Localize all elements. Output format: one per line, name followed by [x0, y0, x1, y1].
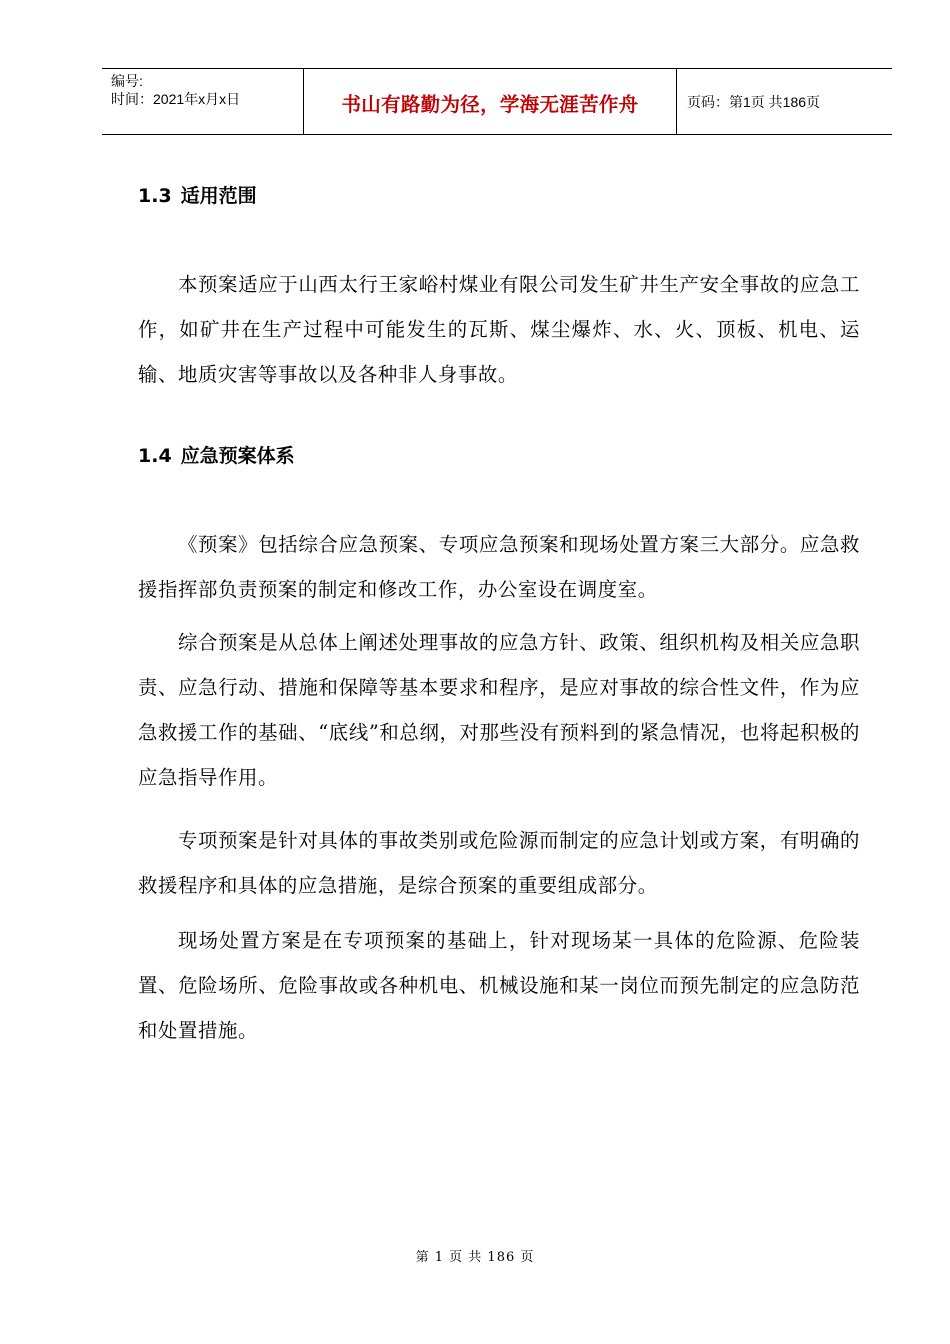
section-title: 应急预案体系	[180, 445, 295, 467]
section-number: 1.3	[138, 185, 172, 207]
paragraph-scope: 本预案适应于山西太行王家峪村煤业有限公司发生矿井生产安全事故的应急工作，如矿井在生产过程中可能发生的瓦斯、煤尘爆炸、水、火、顶板、机电、运输、地质灾害等事故以及各种非人身事故。	[138, 273, 860, 386]
paragraph-comprehensive-plan: 综合预案是从总体上阐述处理事故的应急方针、政策、组织机构及相关应急职责、应急行动、措施和保障等基本要求和程序，是应对事故的综合性文件，作为应急救援工作的基础、“底线”和总纲，对那些没有预料到的紧急情况，也将起积极的应急指导作用。	[138, 631, 860, 789]
header-page-info: 页码：第1页 共186页	[687, 93, 821, 110]
header-page-cell	[677, 69, 892, 134]
section-heading-1-4	[138, 441, 295, 468]
paragraph-onsite-plan: 现场处置方案是在专项预案的基础上，针对现场某一具体的危险源、危险装置、危险场所、危险事故或各种机电、机械设施和某一岗位而预先制定的应急防范和处置措施。	[138, 929, 860, 1042]
paragraph-plan-overview: 《预案》包括综合应急预案、专项应急预案和现场处置方案三大部分。应急救援指挥部负责预案的制定和修改工作，办公室设在调度室。	[138, 533, 860, 601]
document-number-label: 编号:	[111, 73, 143, 89]
section-title: 适用范围	[180, 185, 257, 207]
page-header	[102, 68, 892, 135]
paragraph-special-plan: 专项预案是针对具体的事故类别或危险源而制定的应急计划或方案，有明确的救援程序和具体的应急措施，是综合预案的重要组成部分。	[138, 829, 860, 897]
section-heading-1-3	[138, 181, 257, 208]
section-number: 1.4	[138, 445, 172, 467]
header-meta	[102, 69, 304, 134]
header-motto-cell	[304, 69, 677, 134]
page-footer: 第 1 页 共 186 页	[415, 1250, 535, 1265]
document-time-label: 时间：2021年x月x日	[111, 91, 241, 107]
header-motto: 书山有路勤为径，学海无涯苦作舟	[341, 92, 639, 116]
